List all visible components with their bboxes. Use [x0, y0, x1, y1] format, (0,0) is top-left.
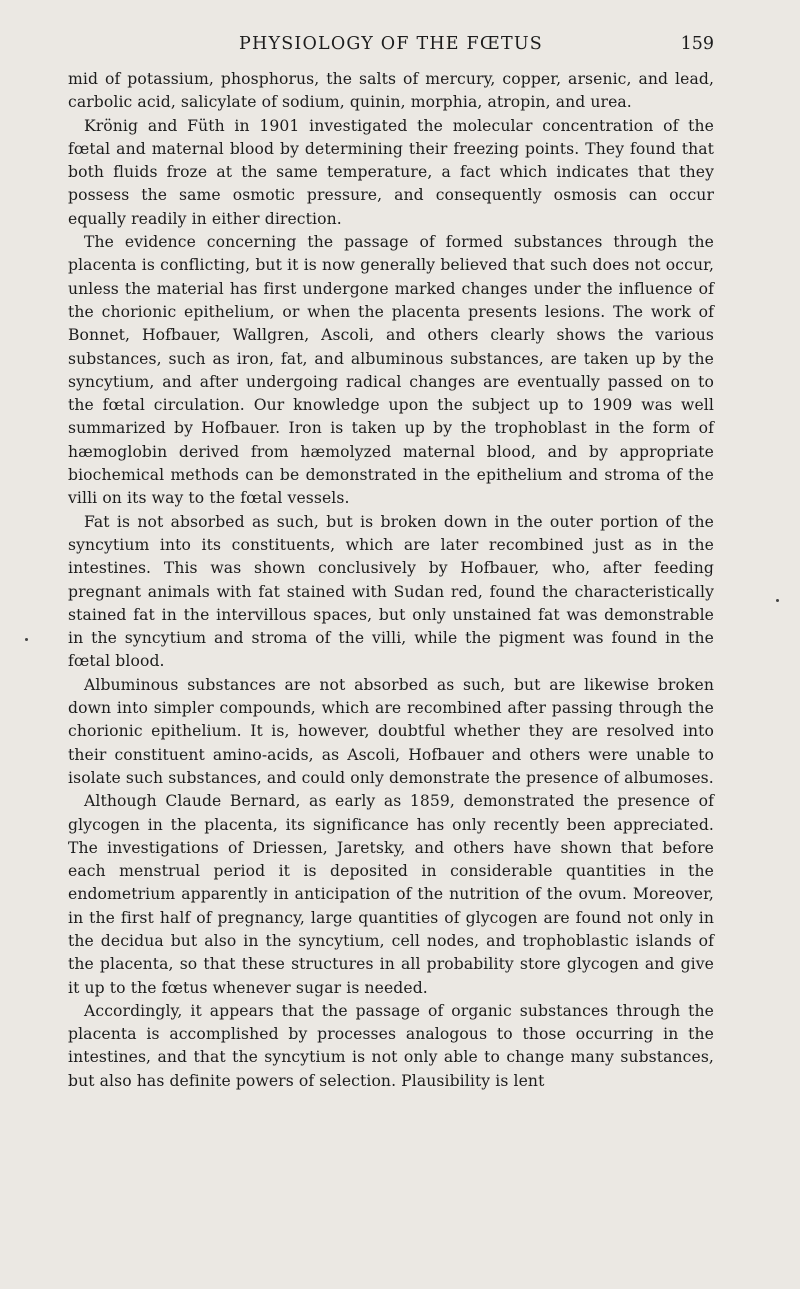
paragraph: Accordingly, it appears that the passage of organic substances through the placenta is accomplished by processes analogous to those occurring in the intestines, and that the syncytium is not only able to change many substances, but also has definite powers of selection. Plausibility is lent [68, 1001, 714, 1090]
paragraph: The evidence concerning the passage of formed substances through the placenta is conflicting, but it is now generally believed that such does not occur, unless the material has first undergone marked changes under the influence of the chorionic epithelium, or when the placenta presents lesions. The work of Bonnet, Hofbauer, Wallgren, Ascoli, and others clearly shows the various substances, such as iron, fat, and albuminous substances, are taken up by the syncytium, and after undergoing radical changes are eventually passed on to the fœtal circulation. Our knowledge upon the subject up to 1909 was well summarized by Hofbauer. Iron is taken up by the trophoblast in the form of hæmoglobin derived from hæmolyzed maternal blood, and by appropriate biochemical methods can be demonstrated in the epithelium and stroma of the villi on its way to the fœtal vessels. [68, 233, 714, 508]
page-header [68, 34, 714, 56]
paragraph: Although Claude Bernard, as early as 1859, demonstrated the presence of glycogen in the placenta, its significance has only recently been appreciated. The investigations of Driessen, Jaretsky, and others have shown that before each menstrual period it is deposited in considerable quantities in the endometrium apparently in anticipation of the nutrition of the ovum. Moreover, in the first half of pregnancy, large quantities of glycogen are found not only in the decidua but also in the syncytium, cell nodes, and trophoblastic islands of the placenta, so that these structures in all probability store glycogen and give it up to the fœtus whenever sugar is needed. [68, 792, 714, 997]
body-text [68, 68, 714, 1093]
margin-speck [776, 599, 779, 602]
margin-speck [25, 638, 28, 641]
paragraph: Albuminous substances are not absorbed as such, but are likewise broken down into simpler compounds, which are recombined after passing through the chorionic epithelium. It is, however, doubtful whether they are resolved into their constituent amino-acids, as Ascoli, Hofbauer and others were unable to isolate such substances, and could only demonstrate the presence of albumoses. [68, 675, 714, 787]
running-head: PHYSIOLOGY OF THE FŒTUS [239, 34, 543, 54]
page-number: 159 [680, 34, 714, 54]
paragraph: Fat is not absorbed as such, but is broken down in the outer portion of the syncytium into its constituents, which are later recombined just as in the intestines. This was shown conclusively by Hofbauer, who, after feeding pregnant animals with fat stained with Sudan red, found the characteristically stained fat in the intervillous spaces, but only unstained fat was demonstrable in the syncytium and stroma of the villi, while the pigment was found in the fœtal blood. [68, 512, 714, 671]
paragraph: Krönig and Füth in 1901 investigated the molecular concentration of the fœtal and maternal blood by determining their freezing points. They found that both fluids froze at the same temperature, a fact which indicates that they possess the same osmotic pressure, and consequently osmosis can occur equally readily in either direction. [68, 116, 714, 228]
paragraph: mid of potassium, phosphorus, the salts of mercury, copper, arsenic, and lead, carbolic acid, salicylate of sodium, quinin, morphia, atropin, and urea. [68, 70, 714, 112]
